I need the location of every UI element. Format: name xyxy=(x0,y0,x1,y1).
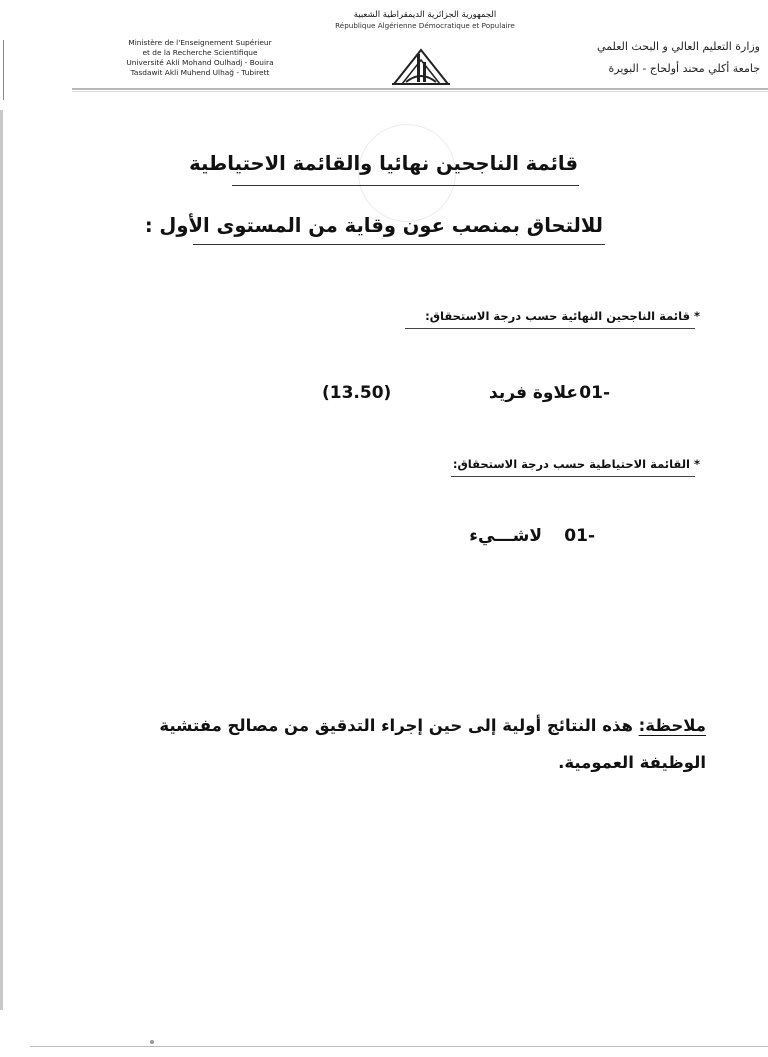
reserve-list-heading-underline xyxy=(451,476,695,477)
header-republic-fr: République Algérienne Démocratique et Populaire xyxy=(335,21,515,30)
title-underline-2 xyxy=(193,244,605,245)
document-title-line-1: قائمة الناجحين نهائيا والقائمة الاحتياطية xyxy=(189,152,578,175)
header-ministry-ar: وزارة التعليم العالي و البحث العلمي xyxy=(597,40,760,53)
header-divider xyxy=(72,88,768,90)
header-left-line-3: Université Akli Mohand Oulhadj - Bouira xyxy=(126,58,274,67)
note-paragraph xyxy=(126,707,706,781)
header-left-line-4: Tasdawit Akli Muhend Ulhağ - Tubirett xyxy=(130,68,270,77)
scan-edge-mark xyxy=(3,40,4,100)
final-list-heading-underline xyxy=(405,328,695,329)
title-underline-1 xyxy=(232,185,579,186)
document-title-line-2: للالتحاق بمنصب عون وقاية من المستوى الأول : xyxy=(144,214,603,237)
header-left-line-2: et de la Recherche Scientifique xyxy=(142,48,258,57)
header-left-line-1: Ministère de l'Enseignement Supérieur xyxy=(128,38,272,47)
scan-edge-shadow xyxy=(0,110,3,1010)
note-text: هذه النتائج أولية إلى حين إجراء التدقيق من مصالح مفتشية الوظيفة العمومية. xyxy=(159,716,706,772)
page-bottom-edge xyxy=(30,1046,768,1047)
reserve-list-heading: * القائمة الاحتياطية حسب درجة الاستحقاق: xyxy=(452,457,700,471)
university-logo-icon xyxy=(388,46,454,86)
header-right-ar xyxy=(530,36,760,80)
final-entry-name: علاوة فريد xyxy=(489,383,578,403)
note-label: ملاحظة: xyxy=(638,716,706,735)
final-list-heading: * قائمة الناجحين النهائية حسب درجة الاستحقاق: xyxy=(425,309,700,323)
final-entry-score: (13.50) xyxy=(322,383,392,403)
header-divider-shadow xyxy=(72,91,768,92)
reserve-entry-name: لاشـــيء xyxy=(469,526,542,546)
header-republic-ar: الجمهورية الجزائرية الديمقراطية الشعبية xyxy=(353,10,497,20)
header-university-ar: جامعة أكلي محند أولحاج - البويرة xyxy=(608,62,760,75)
scan-dot xyxy=(150,1040,154,1044)
reserve-entry-rank: -01 xyxy=(564,526,595,546)
final-entry-rank: -01 xyxy=(579,383,610,403)
header-left-fr xyxy=(100,38,300,78)
header-center xyxy=(300,9,550,31)
